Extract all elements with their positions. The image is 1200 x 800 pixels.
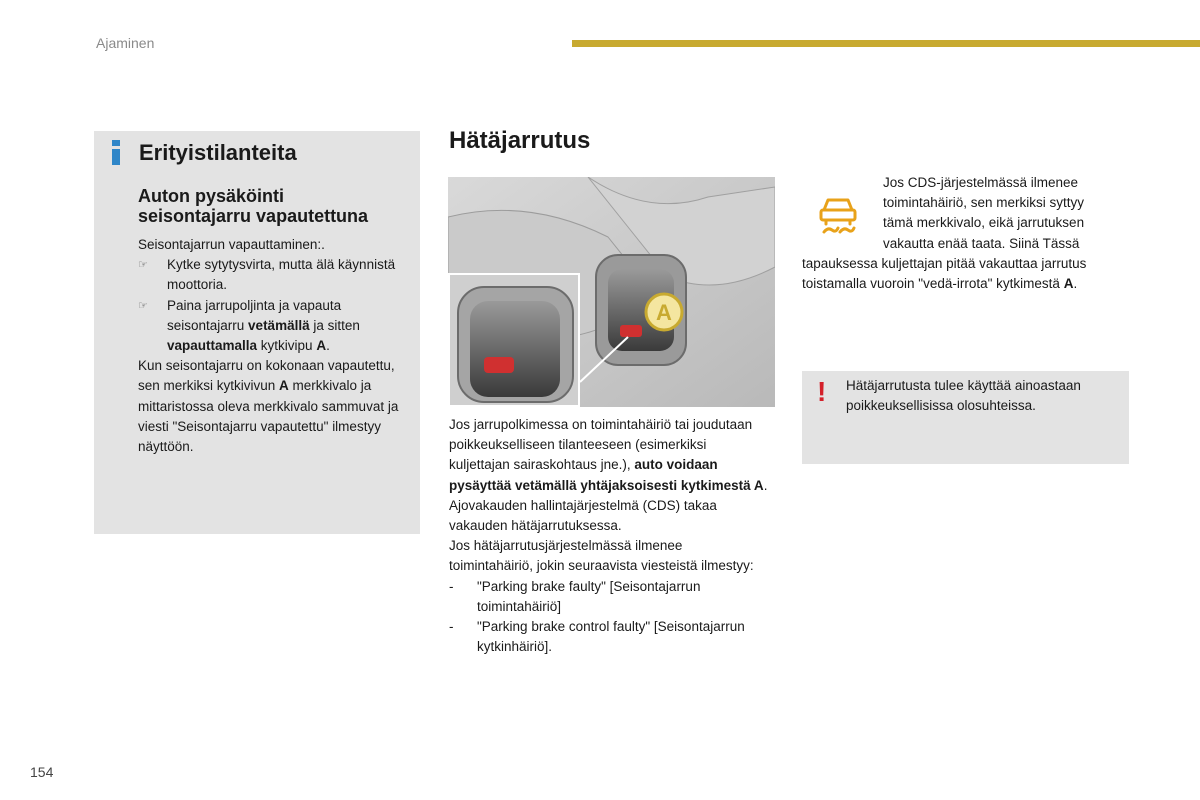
- info-icon: [110, 140, 122, 166]
- alert-text: Hätäjarrutusta tulee käyttää ainoastaan poikkeuksellisissa olosuhteissa.: [846, 378, 1081, 414]
- right-line-1: Jos CDS-järjestelmässä ilmenee: [883, 175, 1079, 190]
- main-paragraph-2: Ajovakauden hallintajärjestelmä (CDS) takaa vakauden hätäjarrutuksessa.: [449, 497, 717, 534]
- main-body: [449, 415, 769, 657]
- right-paragraph-rest: tapauksessa kuljettajan pitää vakauttaa jarrutus toistamalla vuoroin "vedä-irrota" kytkimestä A.: [802, 255, 1087, 292]
- info-intro: Seisontajarrun vapauttaminen:.: [138, 237, 325, 252]
- main-paragraph-3: Jos hätäjarrutusjärjestelmässä ilmenee toimintahäiriö, jokin seuraavista viesteistä ilmestyy:: [449, 538, 754, 574]
- header-accent-bar: [572, 40, 1200, 47]
- right-line-2: toimintahäiriö, sen merkiksi syttyy: [883, 195, 1085, 211]
- page-number: 154: [30, 764, 54, 780]
- section-name: Ajaminen: [96, 35, 155, 51]
- subtitle-line-1: Auton pysäköinti: [138, 186, 285, 206]
- info-box-title: Erityistilanteita: [139, 140, 297, 165]
- info-paragraph: Kun seisontajarru on kokonaan vapautettu, sen merkiksi kytkivivun A merkkivalo ja mittaristossa oleva merkkivalo sammuvat ja viesti "Seisontajarru vapautettu" ilmestyy näyttöön.: [138, 358, 399, 455]
- pointing-hand-icon: ☞: [138, 299, 148, 312]
- info-bullet-2: [138, 296, 408, 357]
- exclamation-icon: !: [817, 376, 827, 407]
- section-title: Hätäjarrutus: [449, 127, 591, 154]
- main-paragraph-1: Jos jarrupolkimessa on toimintahäiriö tai joudutaan poikkeukselliseen tilanteeseen (esimerkiksi kuljettajan sairaskohtaus jne.), auto voidaan pysäyttää vetämällä yhtäjaksoisesti kytkimestä A.: [449, 417, 768, 493]
- parking-brake-switch-photo: [448, 177, 775, 407]
- pointing-hand-icon: ☞: [138, 259, 148, 272]
- bullet-text: Paina jarrupoljinta ja vapauta seisontajarru vetämällä ja sitten vapauttamalla kytkivipu A.: [167, 297, 360, 354]
- right-line-4: vakautta enää taata. Siinä Tässä: [883, 235, 1080, 251]
- message-item-1: - "Parking brake faulty" [Seisontajarrun toimintahäiriö]: [449, 578, 701, 614]
- message-item-2: - "Parking brake control faulty" [Seisontajarrun kytkinhäiriö].: [449, 619, 745, 655]
- info-box-subtitle: [138, 186, 413, 226]
- subtitle-line-2: seisontajarru vapautettuna: [138, 206, 369, 226]
- right-line-3: tämä merkkivalo, eikä jarrutuksen: [883, 215, 1085, 231]
- info-bullet-1: [138, 255, 408, 295]
- info-box-body: [138, 235, 408, 457]
- right-body: [802, 173, 1122, 294]
- photo-label-a: A: [656, 300, 672, 325]
- bullet-text: Kytke sytytysvirta, mutta älä käynnistä moottoria.: [167, 257, 396, 293]
